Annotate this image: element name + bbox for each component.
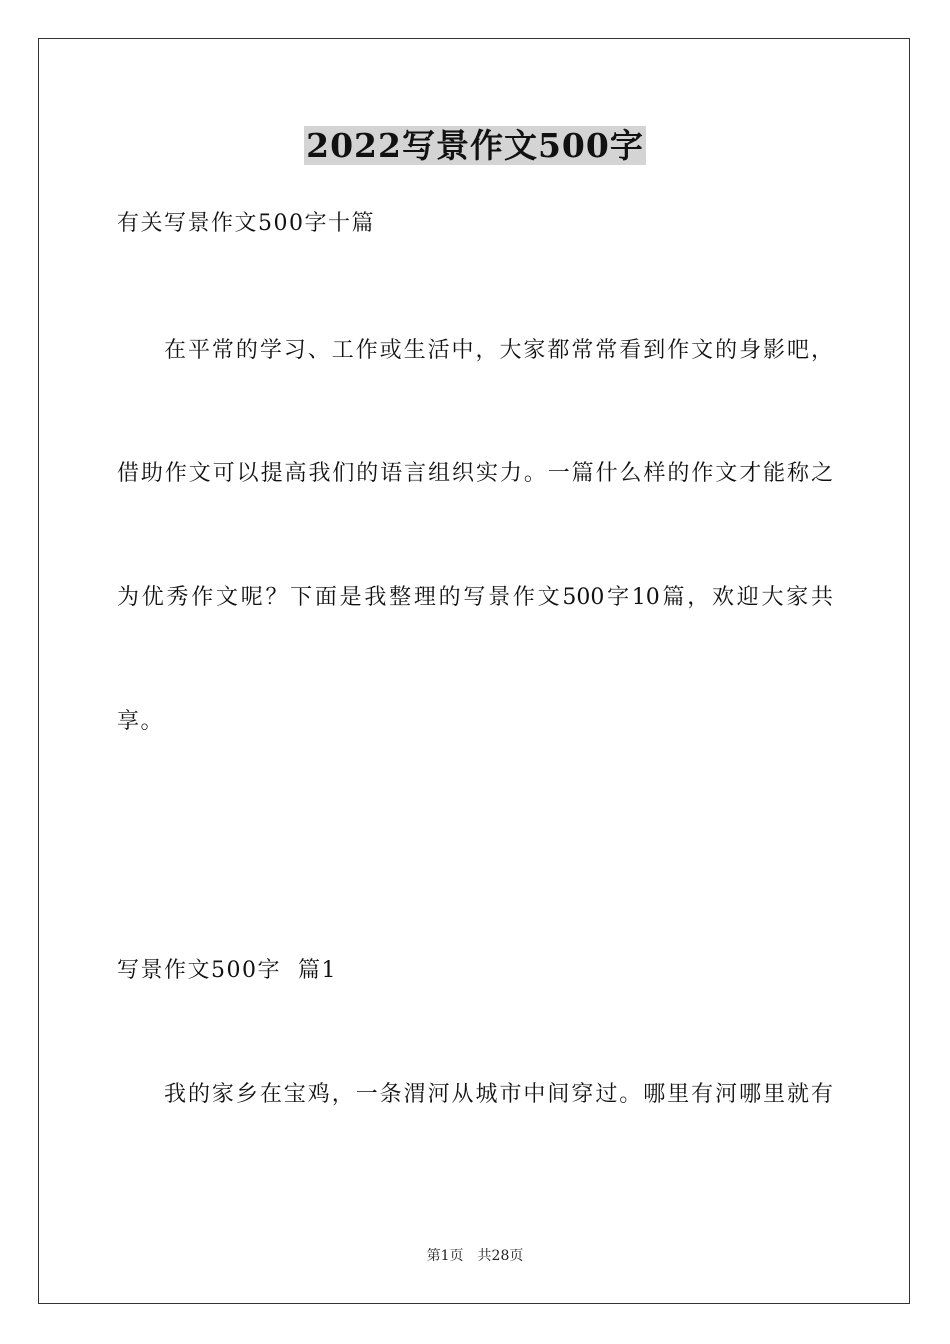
section-line-1: 我的家乡在宝鸡，一条渭河从城市中间穿过。哪里有河哪里就有 xyxy=(164,1082,833,1107)
page-footer xyxy=(0,1246,950,1266)
intro-line-2: 借助作文可以提高我们的语言组织实力。一篇什么样的作文才能称之 xyxy=(117,461,833,486)
intro-line-1: 在平常的学习、工作或生活中，大家都常常看到作文的身影吧， xyxy=(164,338,833,363)
intro-line-3: 为优秀作文呢？下面是我整理的写景作文500字10篇，欢迎大家共 xyxy=(117,585,833,610)
page-total: 共28页 xyxy=(477,1248,524,1264)
document-title-text: 2022写景作文500字 xyxy=(306,126,644,165)
intro-line-4: 享。 xyxy=(117,709,165,734)
document-title xyxy=(0,124,950,168)
section-heading: 写景作文500字 篇1 xyxy=(117,958,337,983)
page-number: 第1页 xyxy=(426,1248,464,1264)
document-subtitle: 有关写景作文500字十篇 xyxy=(117,211,375,236)
